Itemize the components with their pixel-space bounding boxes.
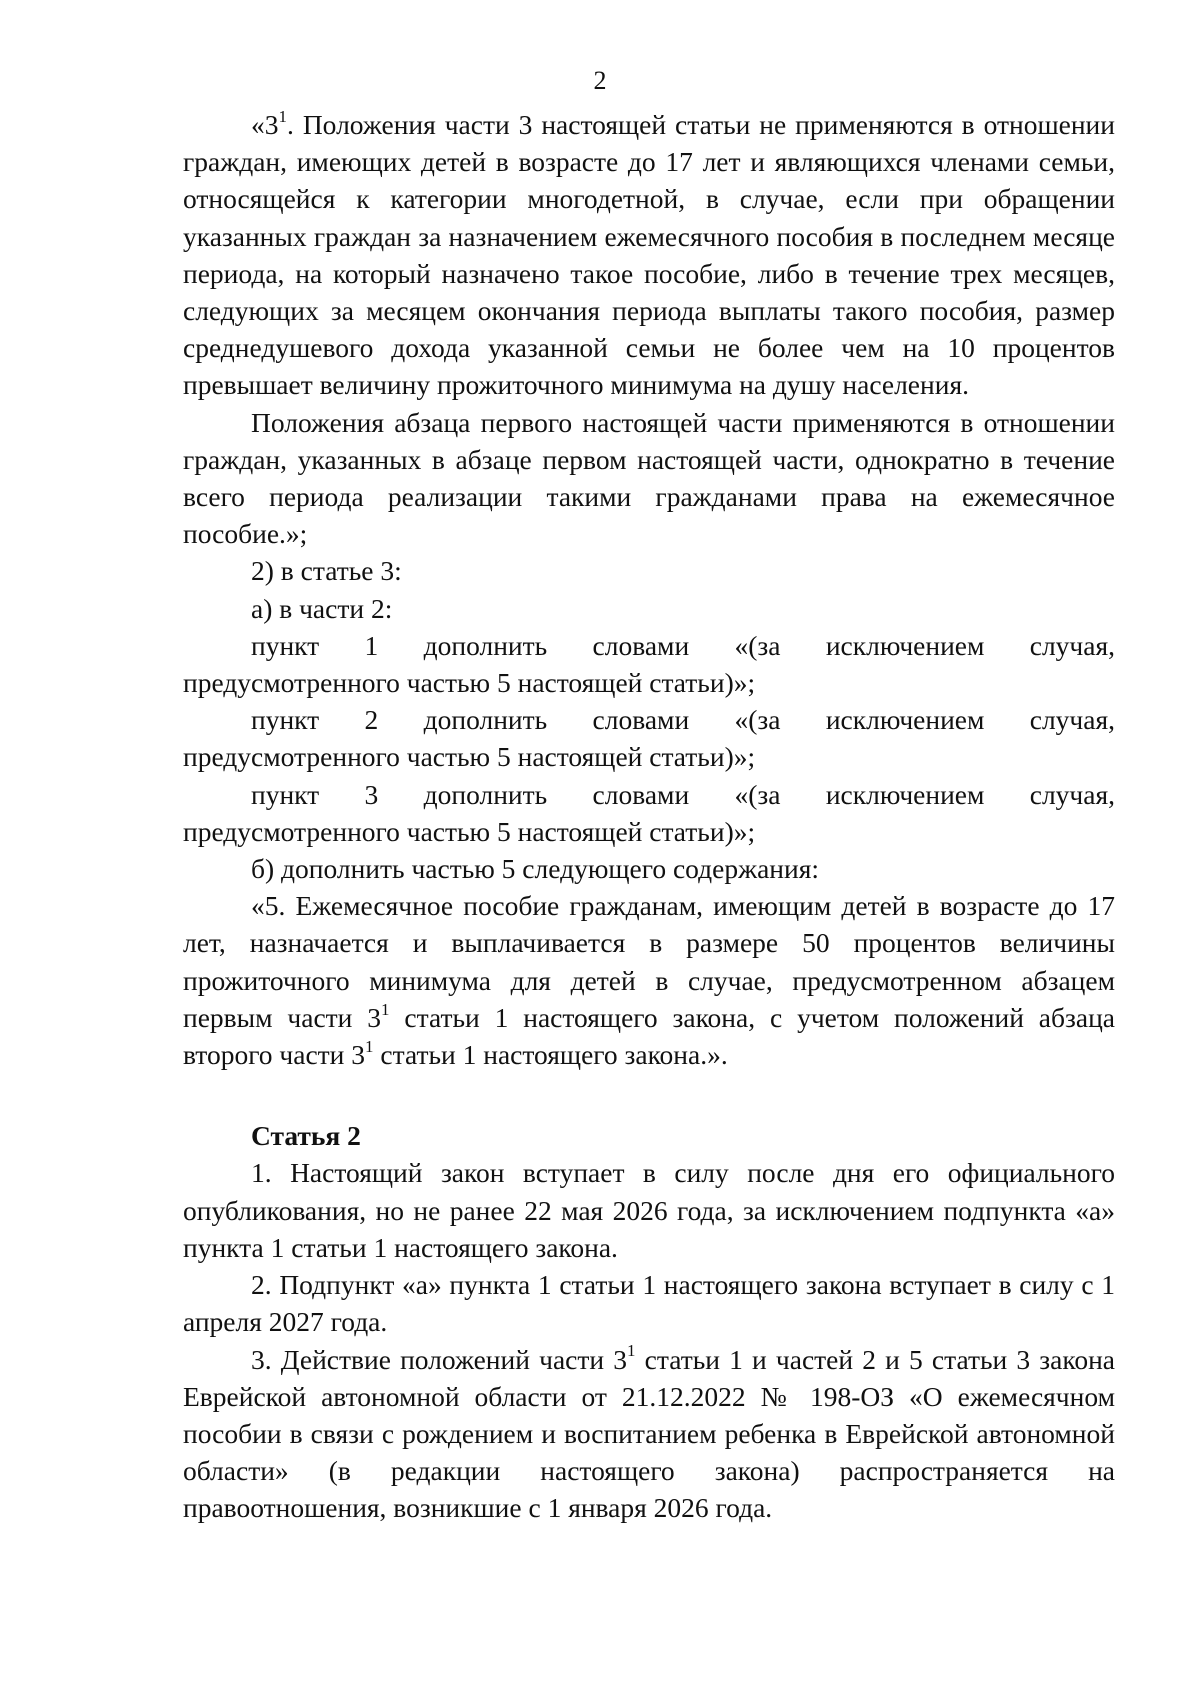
paragraph-point-1-line-2: предусмотренного частью 5 настоящей статьи)»;	[183, 667, 756, 699]
paragraph-point-3-line-2: предусмотренного частью 5 настоящей статьи)»;	[183, 815, 756, 847]
document-body	[183, 106, 1115, 1527]
superscript: 1	[381, 999, 390, 1019]
paragraph-part-5: «5. Ежемесячное пособие гражданам, имеющим детей в возрасте до 17 лет, назначается и выплачивается в размере 50 процентов величины прожиточного минимума для детей в случае, предусмотренном абзацем первым части $3^1$ статьи 1 настоящего закона, с учетом положений абзаца второго части $3^1$ статьи 1 настоящего закона.».	[183, 890, 1115, 1071]
paragraph-part-3-1: «$3^1$. Положения части 3 настоящей статьи не применяются в отношении граждан, имеющих детей в возрасте до 17 лет и являющихся членами семьи, относящейся к категории многодетной, в случае, если при обращении указанных граждан за назначением ежемесячного пособия в последнем месяце периода, на который назначено такое пособие, либо в течение трех месяцев, следующих за месяцем окончания периода выплаты такого пособия, размер среднедушевого дохода указанной семьи не более чем на 10 процентов превышает величину прожиточного минимума на душу населения.	[183, 106, 1115, 401]
paragraph-part-3-1-second: Положения абзаца первого настоящей части применяются в отношении граждан, указанных в абзаце первом настоящей части, однократно в течение всего периода реализации такими гражданами права на ежемесячное пособие.»;	[183, 406, 1115, 550]
superscript: 1	[278, 106, 287, 126]
paragraph-point-2-line-1: пункт 2 дополнить словами «(за исключением случая,	[251, 704, 1115, 736]
article-2-heading: Статья 2	[251, 1120, 361, 1152]
page-number: 2	[593, 66, 607, 95]
paragraph-item-a: а) в части 2:	[251, 592, 393, 624]
superscript: 1	[365, 1036, 374, 1056]
paragraph-article-2-part-3: 3. Действие положений части $3^1$ статьи 1 и частей 2 и 5 статьи 3 закона Еврейской автономной области от 21.12.2022 № 198-ОЗ «О ежемесячном пособии в связи с рождением и воспитанием ребенка в Еврейской автономной области» (в редакции настоящего закона) распространяется на правоотношения, возникшие с 1 января 2026 года.	[183, 1341, 1115, 1524]
paragraph-point-1-line-1: пункт 1 дополнить словами «(за исключением случая,	[251, 629, 1115, 661]
superscript: 1	[627, 1341, 636, 1361]
paragraph-article-2-part-2: 2. Подпункт «а» пункта 1 статьи 1 настоящего закона вступает в силу с 1 апреля 2027 года.	[183, 1269, 1115, 1338]
paragraph-point-3-line-1: пункт 3 дополнить словами «(за исключением случая,	[251, 778, 1115, 810]
paragraph-point-2-line-2: предусмотренного частью 5 настоящей статьи)»;	[183, 741, 756, 773]
paragraph-item-b: б) дополнить частью 5 следующего содержания:	[251, 853, 820, 885]
paragraph-item-2: 2) в статье 3:	[251, 555, 402, 587]
paragraph-article-2-part-1: 1. Настоящий закон вступает в силу после дня его официального опубликования, но не ранее 22 мая 2026 года, за исключением подпункта «а» пункта 1 статьи 1 настоящего закона.	[183, 1157, 1115, 1263]
